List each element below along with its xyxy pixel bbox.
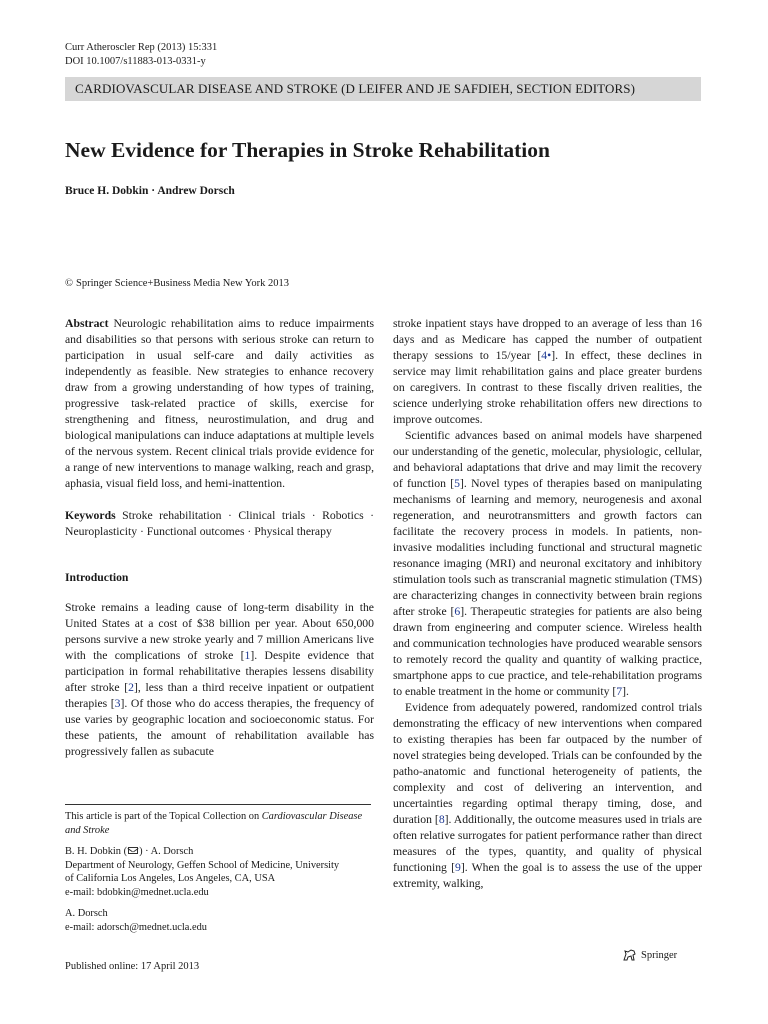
journal-reference: Curr Atheroscler Rep (2013) 15:331 bbox=[65, 42, 218, 53]
affiliation: Department of Neurology, Geffen School of Medicine, University bbox=[65, 859, 340, 871]
publisher-name: Springer bbox=[641, 949, 678, 961]
publisher-logo bbox=[622, 947, 677, 963]
intro-text-2: ]. Despite evidence that participation in formal rehabilitative therapies lessens disability after stroke [ bbox=[65, 649, 374, 694]
topical-collection-note bbox=[65, 810, 375, 837]
affiliation: of California Los Angeles, Los Angeles, CA, USA bbox=[65, 873, 276, 884]
citation-link[interactable]: 4• bbox=[541, 349, 552, 362]
intro-text-1: Stroke remains a leading cause of long-term disability in the United States at a cost of $38 billion per year. About 650,000 persons survive a new stroke yearly and 7 million Americans live with the complications of stroke [ bbox=[65, 601, 374, 662]
right-column bbox=[393, 316, 702, 892]
body-paragraph bbox=[393, 316, 702, 428]
body-paragraph bbox=[393, 700, 702, 892]
author-name: ) · A. Dorsch bbox=[139, 846, 194, 857]
intro-text-3: ], less than a third receive inpatient or outpatient therapies [ bbox=[65, 681, 374, 710]
body-text: Evidence from adequately powered, randomized control trials demonstrating the efficacy of new interventions when compared to existing therapies has been far outpaced by the number of novel strategies being developed. Trials can be confounded by the patho-anatomic and functional heterogeneity of patients, the complexity and cost of delivering an intervention, and uncertainties regarding optimal therapy timing, dose, and duration [ bbox=[393, 701, 702, 826]
intro-text-4: ]. Of those who do access therapies, the frequency of use varies by geographic location and socioeconomic status. For these patients, the amount of rehabilitation available has progressively fallen as subacute bbox=[65, 697, 374, 758]
copyright-text: Springer Science+Business Media New York 2013 bbox=[75, 278, 289, 289]
copyright-line bbox=[65, 277, 289, 290]
abstract bbox=[65, 316, 374, 492]
footnote bbox=[65, 810, 375, 934]
citation-link[interactable]: 3 bbox=[114, 697, 121, 710]
footnote-divider bbox=[65, 804, 371, 805]
body-text: ]. Therapeutic strategies for patients are also being drawn from engineering and computer science. Wireless health and communication technologies have produced wearable sensors to remotely record the quality and quantity of walking practice, smartphone apps to cue practice, and tele-rehabilitation programs to enable treatment in the home or community [ bbox=[393, 605, 702, 698]
keywords-text: Stroke rehabilitation · Clinical trials · Robotics · Neuroplasticity · Functional outcomes · Physical therapy bbox=[65, 509, 375, 538]
citation-link[interactable]: 5 bbox=[454, 477, 461, 490]
citation-link[interactable]: 6 bbox=[454, 605, 461, 618]
springer-horse-icon bbox=[622, 948, 638, 962]
email[interactable]: e-mail: adorsch@mednet.ucla.edu bbox=[65, 921, 207, 933]
article-authors: Bruce H. Dobkin · Andrew Dorsch bbox=[65, 185, 235, 197]
author-name: A. Dorsch bbox=[65, 908, 108, 919]
envelope-icon[interactable] bbox=[128, 847, 138, 854]
body-text: ]. In effect, these declines in service may limit rehabilitation gains and place greater burdens on caregivers. In contrast to these fiscally driven realities, the science underlying stroke rehabilitation offers new directions to improve outcomes. bbox=[393, 349, 702, 426]
body-paragraph bbox=[393, 428, 702, 700]
body-text: stroke inpatient stays have dropped to an average of less than 16 days and as Medicare has capped the number of outpatient therapy sessions to 15/year [ bbox=[393, 317, 702, 362]
keywords-label: Keywords bbox=[65, 509, 116, 522]
author-name: B. H. Dobkin ( bbox=[65, 846, 128, 857]
citation-link[interactable]: 7 bbox=[616, 685, 623, 698]
topical-prefix: This article is part of the Topical Collection on bbox=[65, 811, 262, 822]
citation-link[interactable]: 1 bbox=[244, 649, 251, 662]
citation-link[interactable]: 2 bbox=[128, 681, 134, 694]
keywords bbox=[65, 508, 374, 540]
abstract-label: Abstract bbox=[65, 317, 109, 330]
left-column bbox=[65, 316, 374, 760]
body-text: ]. Additionally, the outcome measures used in trials are often relative surrogates for patient performance rather than direct measures of the types, quantity, and quality of physical functioning [ bbox=[393, 813, 702, 874]
body-text: ]. When the goal is to assess the use of the upper extremity, walking, bbox=[393, 861, 702, 890]
body-text: ]. bbox=[622, 685, 629, 698]
section-banner: CARDIOVASCULAR DISEASE AND STROKE (D LEIFER AND JE SAFDIEH, SECTION EDITORS) bbox=[65, 77, 701, 101]
article-title: New Evidence for Therapies in Stroke Rehabilitation bbox=[65, 138, 550, 162]
copyright-icon: © bbox=[65, 278, 73, 289]
published-date: Published online: 17 April 2013 bbox=[65, 961, 200, 972]
author-line bbox=[65, 845, 375, 859]
topical-collection-name: Cardiovascular Disease and Stroke bbox=[65, 811, 363, 836]
abstract-text: Neurologic rehabilitation aims to reduce impairments and disabilities so that persons with serious stroke can return to participation in usual self-care and daily activities as independently as feasible. New strategies to enhance recovery draw from a growing understanding of how types of training, progressive task-related practice of skills, exercise for strengthening and fitness, neurostimulation, and drug and biological manipulations can induce adaptations at multiple levels of the nervous system. Recent clinical trials provide evidence for a range of new interventions to manage walking, reach and grasp, aphasia, visual field loss, and hemi-inattention. bbox=[65, 317, 375, 490]
body-text: ]. Novel types of therapies based on manipulating mechanisms of learning and memory, neurogenesis and axonal regeneration, and neurotransmitters and growth factors can facilitate the recovery process in models. In patients, non-invasive modalities including functional and structural magnetic resonance imaging (MRI) and neuronal excitatory and inhibitory stimulation tools such as transcranial magnetic stimulation (TMS) are characterizing changes in connectivity between brain regions after stroke [ bbox=[393, 477, 702, 618]
body-text: Scientific advances based on animal models have sharpened our understanding of the genetic, molecular, physiologic, cellular, and behavioral adaptations that drive and may limit the recovery of function [ bbox=[393, 429, 702, 490]
introduction-paragraph bbox=[65, 600, 374, 760]
email[interactable]: e-mail: bdobkin@mednet.ucla.edu bbox=[65, 886, 209, 898]
introduction-heading: Introduction bbox=[65, 571, 129, 584]
citation-link[interactable]: 8 bbox=[438, 813, 445, 826]
citation-link[interactable]: 9 bbox=[455, 861, 461, 874]
doi[interactable]: DOI 10.1007/s11883-013-0331-y bbox=[65, 56, 206, 67]
